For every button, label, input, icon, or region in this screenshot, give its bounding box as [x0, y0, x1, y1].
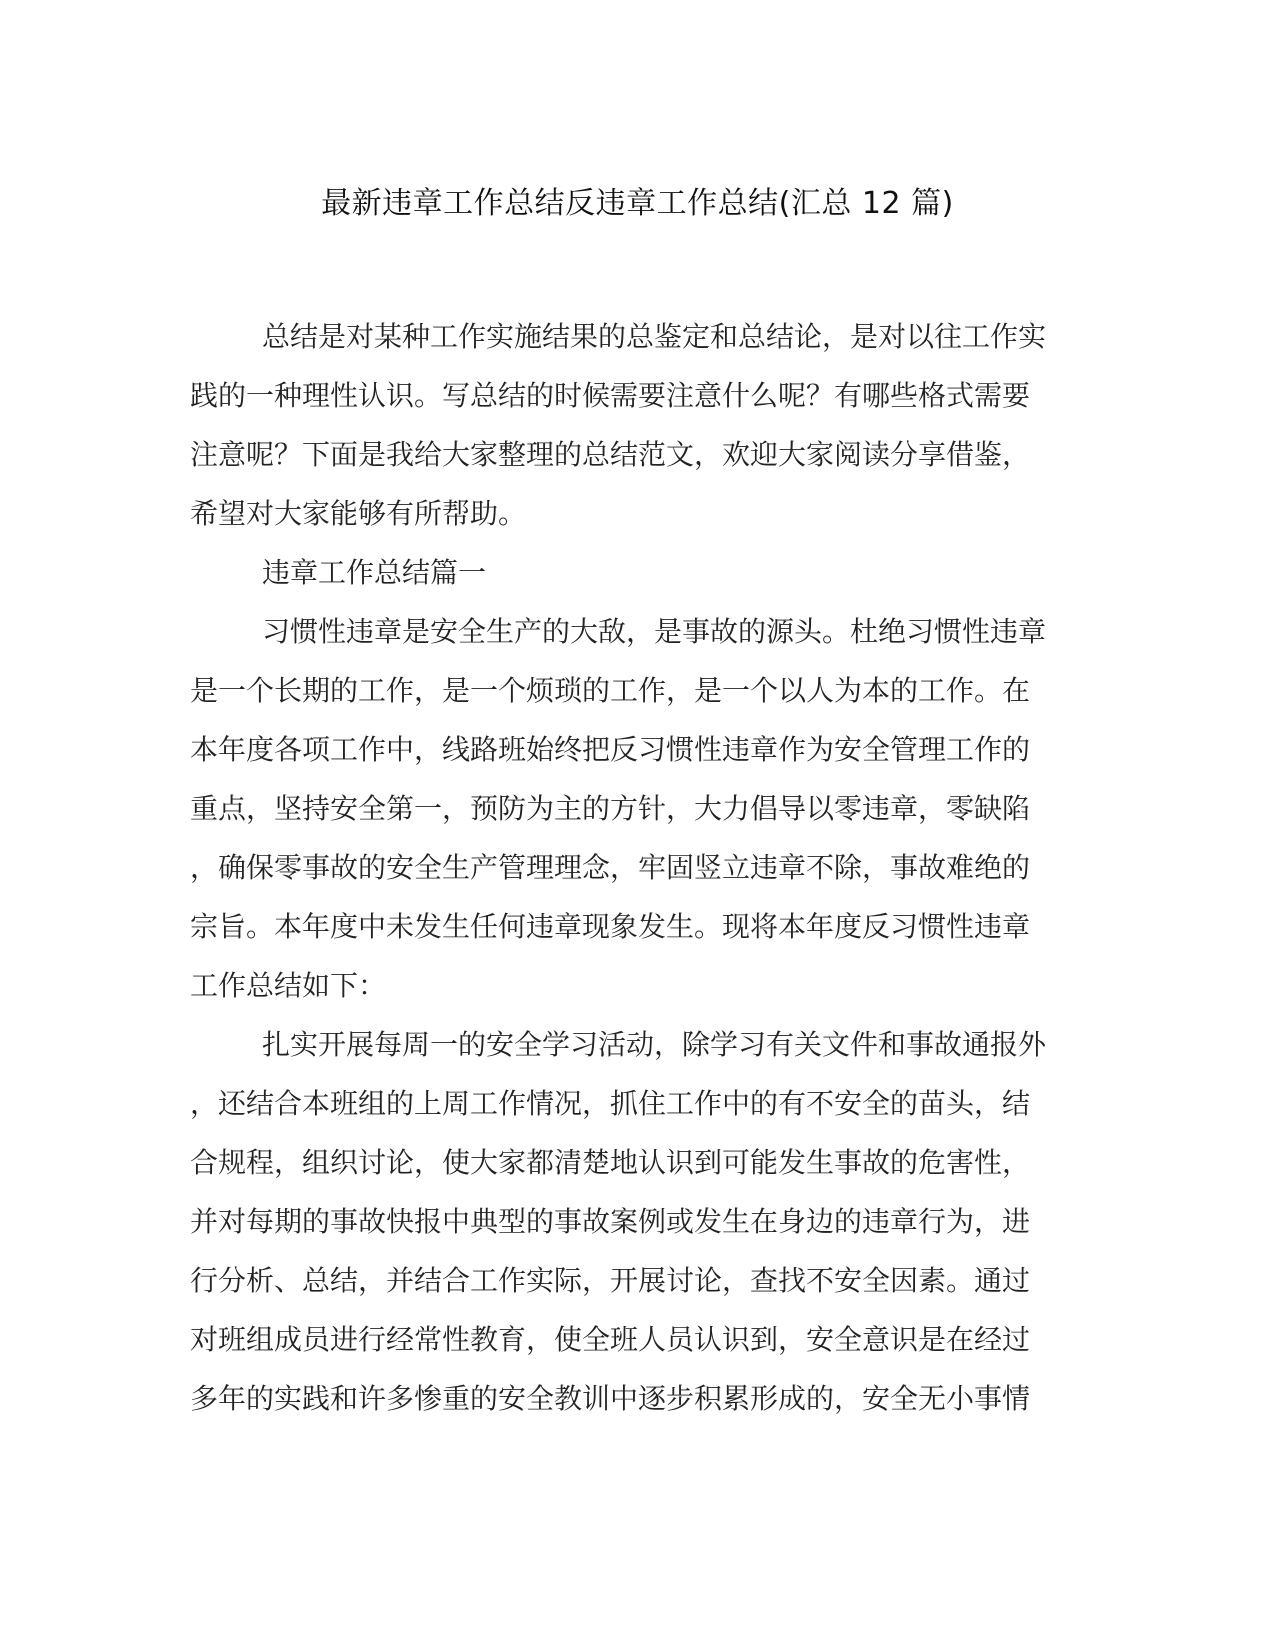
paragraph-line: 希望对大家能够有所帮助。	[190, 497, 527, 530]
paragraph-line: ，确保零事故的安全生产管理理念，牢固竖立违章不除，事故难绝的	[190, 851, 1031, 884]
paragraph-line: 是一个长期的工作，是一个烦琐的工作，是一个以人为本的工作。在	[190, 674, 1031, 707]
paragraph-line: 多年的实践和许多惨重的安全教训中逐步积累形成的，安全无小事情	[190, 1382, 1031, 1415]
paragraph-line: 本年度各项工作中，线路班始终把反习惯性违章作为安全管理工作的	[190, 733, 1031, 766]
section-heading: 违章工作总结篇一	[262, 556, 487, 589]
paragraph-line: 宗旨。本年度中未发生任何违章现象发生。现将本年度反习惯性违章	[190, 910, 1031, 943]
paragraph-line: 扎实开展每周一的安全学习活动，除学习有关文件和事故通报外	[262, 1028, 1047, 1061]
paragraph-line: 并对每期的事故快报中典型的事故案例或发生在身边的违章行为，进	[190, 1205, 1031, 1238]
paragraph-line: ，还结合本班组的上周工作情况，抓住工作中的有不安全的苗头，结	[190, 1087, 1031, 1120]
paragraph-line: 习惯性违章是安全生产的大敌，是事故的源头。杜绝习惯性违章	[262, 615, 1047, 648]
paragraph-line: 总结是对某种工作实施结果的总鉴定和总结论，是对以往工作实	[262, 320, 1047, 353]
paragraph-line: 重点，坚持安全第一，预防为主的方针，大力倡导以零违章，零缺陷	[190, 792, 1031, 825]
paragraph-line: 注意呢？下面是我给大家整理的总结范文，欢迎大家阅读分享借鉴，	[190, 438, 1031, 471]
paragraph-line: 合规程，组织讨论，使大家都清楚地认识到可能发生事故的危害性，	[190, 1146, 1031, 1179]
document-title: 最新违章工作总结反违章工作总结(汇总 12 篇)	[321, 186, 954, 221]
paragraph-line: 行分析、总结，并结合工作实际，开展讨论，查找不安全因素。通过	[190, 1264, 1031, 1297]
paragraph-line: 对班组成员进行经常性教育，使全班人员认识到，安全意识是在经过	[190, 1323, 1031, 1356]
paragraph-line: 工作总结如下：	[190, 969, 387, 1002]
paragraph-line: 践的一种理性认识。写总结的时候需要注意什么呢？有哪些格式需要	[190, 379, 1031, 412]
